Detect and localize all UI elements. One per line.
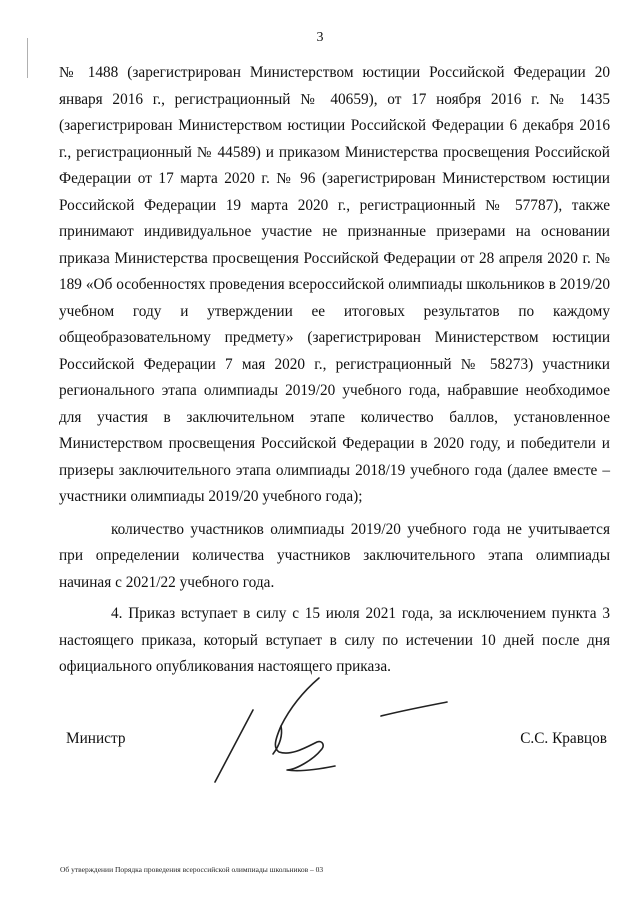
signature-stroke-loop [275,678,335,771]
handwritten-signature [195,670,465,790]
signatory-name: С.С. Кравцов [520,730,607,747]
document-body [59,60,610,681]
paragraph-participant-count: количество участников олимпиады 2019/20 учебного года не учитывается при определении количества участников заключительного этапа олимпиады начиная с 2021/22 учебного года. [59,520,610,591]
paragraph-continuation: № 1488 (зарегистрирован Министерством юстиции Российской Федерации 20 января 2016 г., регистрационный № 40659), от 17 ноября 2016 г. № 1435 (зарегистрирован Министерством юстиции Российской Федерации 6 декабря 2016 г., регистрационный № 44589) и приказом Министерства просвещения Российской Федерации от 17 марта 2020 г. № 96 (зарегистрирован Министерством юстиции Российской Федерации 19 марта 2020 г., регистрационный № 57787), также принимают индивидуальное участие не признанные призерами на основании приказа Министерства просвещения Российской Федерации от 28 апреля 2020 г. № 189 «Об особенностях проведения всероссийской олимпиады школьников в 2019/20 учебном году и утверждении ее итоговых результатов по каждому общеобразовательному предмету» (зарегистрирован Министерством юстиции Российской Федерации 7 мая 2020 г., регистрационный № 58273) участники регионального этапа олимпиады 2019/20 учебного года, набравшие необходимое для участия в заключительном этапе количество баллов, установленное Министерством просвещения Российской Федерации в 2020 году, и победители и призеры заключительного этапа олимпиады 2018/19 учебного года (далее вместе – участники олимпиады 2019/20 учебного года); [59,64,610,505]
margin-rule [27,38,28,78]
page-number: 3 [316,30,324,45]
signature-stroke-tail [381,702,447,716]
paragraph-effective-date: 4. Приказ вступает в силу с 15 июля 2021 года, за исключением пункта 3 настоящего приказа, который вступает в силу по истечении 10 дней после дня официального опубликования настоящего приказа. [59,605,610,675]
signature-stroke-slash [215,710,253,782]
footer-caption: Об утверждении Порядка проведения всероссийской олимпиады школьников – 03 [60,865,324,874]
signatory-title: Министр [66,730,126,747]
